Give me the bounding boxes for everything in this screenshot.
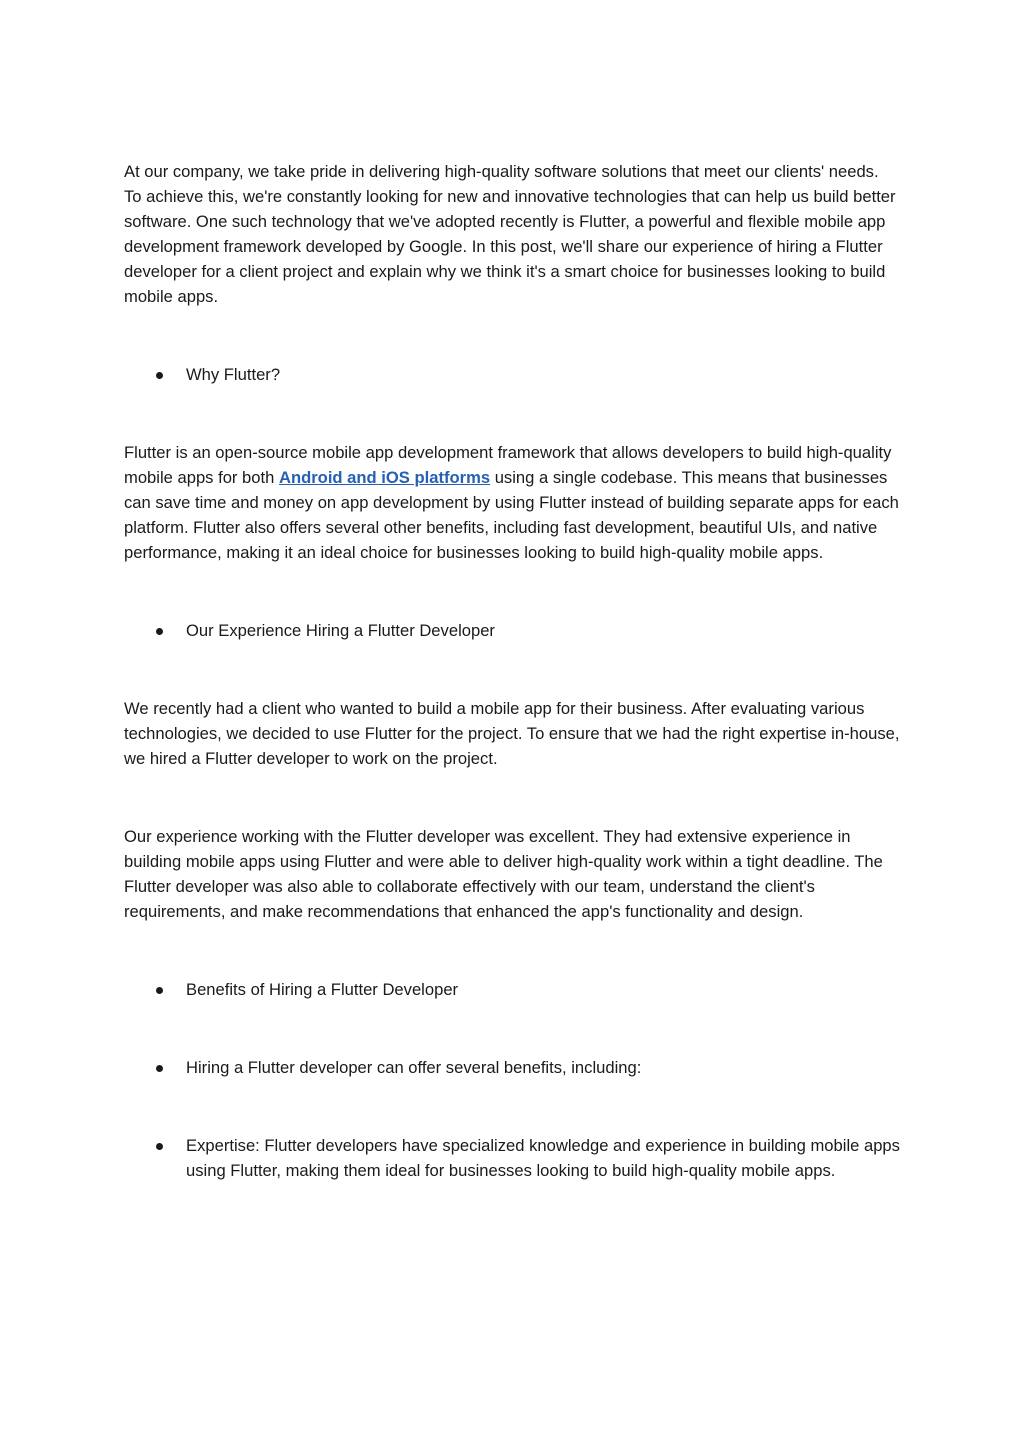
bullet-hiring-intro	[124, 1055, 900, 1080]
bullet-icon	[156, 987, 163, 994]
flutter-paragraph-start: Flutter is an open-source mobile app development framework that allows developers to build high-quality mobile apps for both	[124, 443, 892, 487]
experience-paragraph-2: Our experience working with the Flutter developer was excellent. They had extensive experience in building mobile apps using Flutter and were able to deliver high-quality work within a tight deadline. The Flutter developer was also able to collaborate effectively with our team, understand the client's requirements, and make recommendations that enhanced the app's functionality and design.	[124, 827, 883, 921]
flutter-paragraph	[124, 440, 900, 565]
bullet-icon	[156, 1065, 163, 1072]
bullet-icon	[156, 1143, 163, 1150]
bullet-icon	[156, 628, 163, 635]
bullet-benefits	[124, 977, 900, 1002]
experience-paragraph-1: We recently had a client who wanted to build a mobile app for their business. After evaluating various technologies, we decided to use Flutter for the project. To ensure that we had the right expertise in-house, we hired a Flutter developer to work on the project.	[124, 699, 900, 768]
intro-paragraph: At our company, we take pride in delivering high-quality software solutions that meet our clients' needs. To achieve this, we're constantly looking for new and innovative technologies that can help us build better software. One such technology that we've adopted recently is Flutter, a powerful and flexible mobile app development framework developed by Google. In this post, we'll share our experience of hiring a Flutter developer for a client project and explain why we think it's a smart choice for businesses looking to build mobile apps.	[124, 162, 896, 306]
bullet-expertise-text: Expertise: Flutter developers have specialized knowledge and experience in building mobile apps using Flutter, making them ideal for businesses looking to build high-quality mobile apps.	[186, 1136, 900, 1180]
bullet-benefits-text: Benefits of Hiring a Flutter Developer	[186, 980, 459, 999]
bullet-hiring-intro-text: Hiring a Flutter developer can offer several benefits, including:	[186, 1058, 642, 1077]
bullet-why-flutter-text: Why Flutter?	[186, 365, 281, 384]
bullet-experience	[124, 618, 900, 643]
bullet-icon	[156, 372, 163, 379]
bullet-experience-text: Our Experience Hiring a Flutter Developer	[186, 621, 495, 640]
android-ios-platforms-link[interactable]: Android and iOS platforms	[278, 468, 491, 487]
bullet-why-flutter	[124, 362, 900, 387]
flutter-paragraph-end: using a single codebase. This means that businesses can save time and money on app development by using Flutter instead of building separate apps for each platform. Flutter also offers several other benefits, including fast development, beautiful UIs, and native performance, making it an ideal choice for businesses looking to build high-quality mobile apps.	[124, 468, 899, 562]
bullet-expertise	[124, 1133, 900, 1183]
